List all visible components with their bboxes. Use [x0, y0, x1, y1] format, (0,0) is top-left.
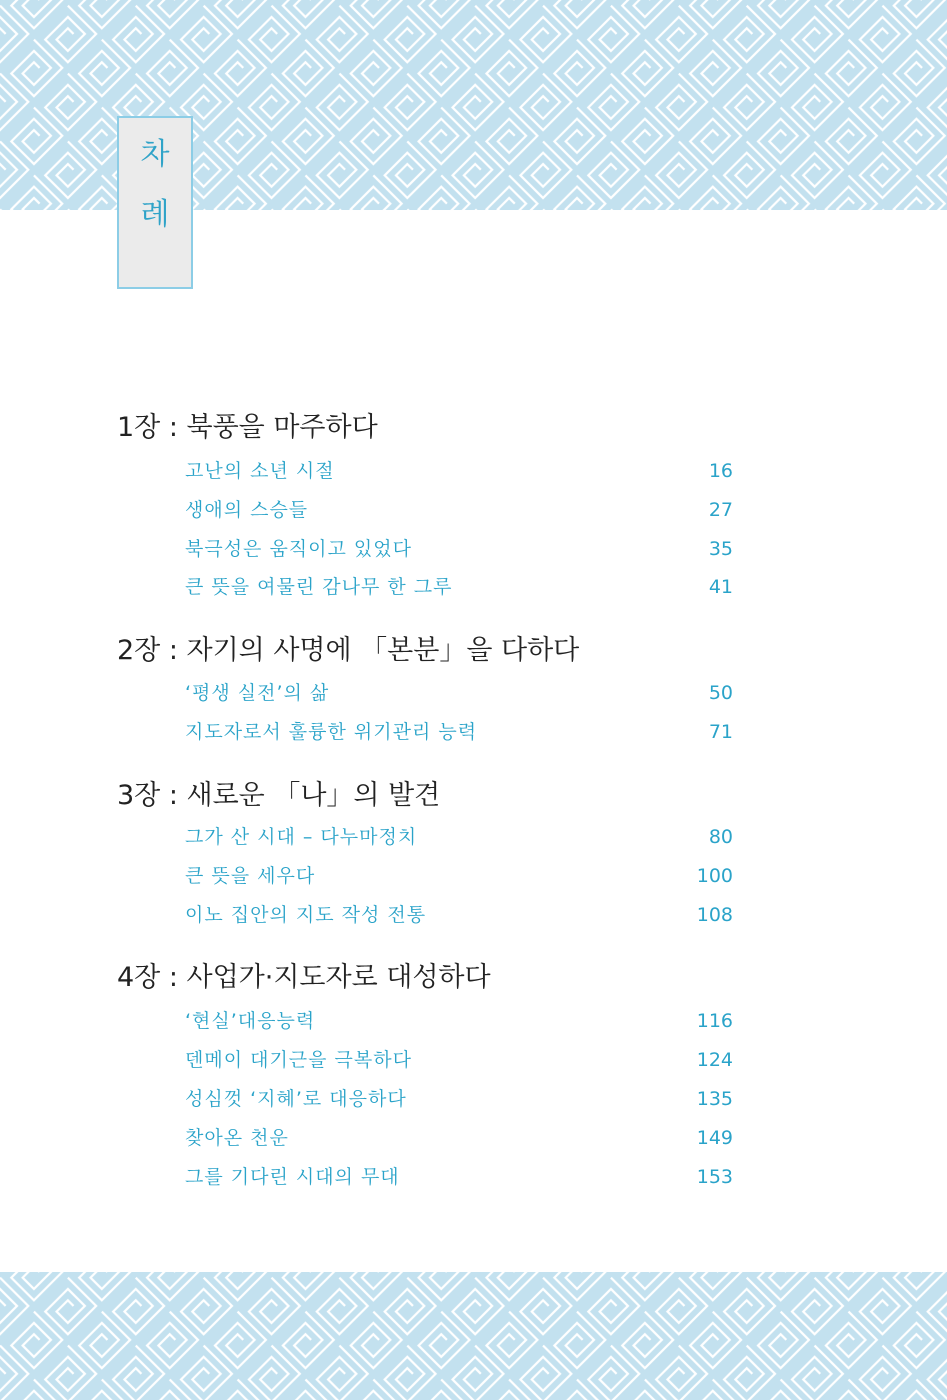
toc-title-char-1: 차 [140, 137, 170, 172]
toc-entry-title[interactable]: 이노 집안의 지도 작성 전통 [185, 904, 427, 926]
chapter-3-heading: 3장 : 새로운 「나」의 발견 [117, 780, 441, 811]
toc-entry-page: 153 [696, 1166, 733, 1188]
chapter-4-heading: 4장 : 사업가·지도자로 대성하다 [117, 962, 491, 993]
toc-entry-title[interactable]: 그를 기다린 시대의 무대 [185, 1166, 400, 1188]
toc-entry-title[interactable]: 찾아온 천운 [185, 1127, 289, 1149]
toc-entry-title[interactable]: 큰 뜻을 세우다 [185, 865, 316, 887]
chapter-2-heading: 2장 : 자기의 사명에 「본분」을 다하다 [117, 635, 580, 666]
toc-title-char-2: 례 [140, 197, 170, 232]
toc-entry-page: 41 [708, 576, 733, 598]
toc-entry-title[interactable]: 덴메이 대기근을 극복하다 [185, 1049, 412, 1071]
toc-entry-title[interactable]: 그가 산 시대 – 다누마정치 [185, 826, 418, 848]
toc-entry-title[interactable]: 생애의 스승들 [185, 499, 309, 521]
toc-entry-page: 149 [696, 1127, 733, 1149]
toc-entry-page: 108 [696, 904, 733, 926]
toc-entry-page: 35 [708, 538, 733, 560]
chapter-1-heading: 1장 : 북풍을 마주하다 [117, 412, 378, 443]
toc-title-box [117, 116, 193, 289]
toc-entry-title[interactable]: 지도자로서 훌륭한 위기관리 능력 [185, 721, 478, 743]
toc-entry-page: 135 [696, 1088, 733, 1110]
bottom-fret-pattern [0, 1272, 947, 1400]
toc-entry-page: 50 [708, 682, 733, 704]
toc-entry-page: 100 [696, 865, 733, 887]
toc-entry-page: 71 [708, 721, 733, 743]
toc-entry-title[interactable]: 성심껏 ‘지혜’로 대응하다 [185, 1088, 407, 1110]
bottom-pattern-band [0, 1272, 947, 1400]
toc-entry-title[interactable]: 고난의 소년 시절 [185, 460, 335, 482]
toc-entry-title[interactable]: ‘현실’대응능력 [185, 1010, 316, 1032]
toc-entry-page: 124 [696, 1049, 733, 1071]
toc-entry-page: 80 [708, 826, 733, 848]
toc-entry-title[interactable]: ‘평생 실전’의 삶 [185, 682, 330, 704]
toc-entry-page: 27 [708, 499, 733, 521]
toc-entry-page: 116 [696, 1010, 733, 1032]
toc-entry-title[interactable]: 큰 뜻을 여물린 감나무 한 그루 [185, 576, 453, 598]
toc-entry-title[interactable]: 북극성은 움직이고 있었다 [185, 538, 412, 560]
toc-entry-page: 16 [708, 460, 733, 482]
